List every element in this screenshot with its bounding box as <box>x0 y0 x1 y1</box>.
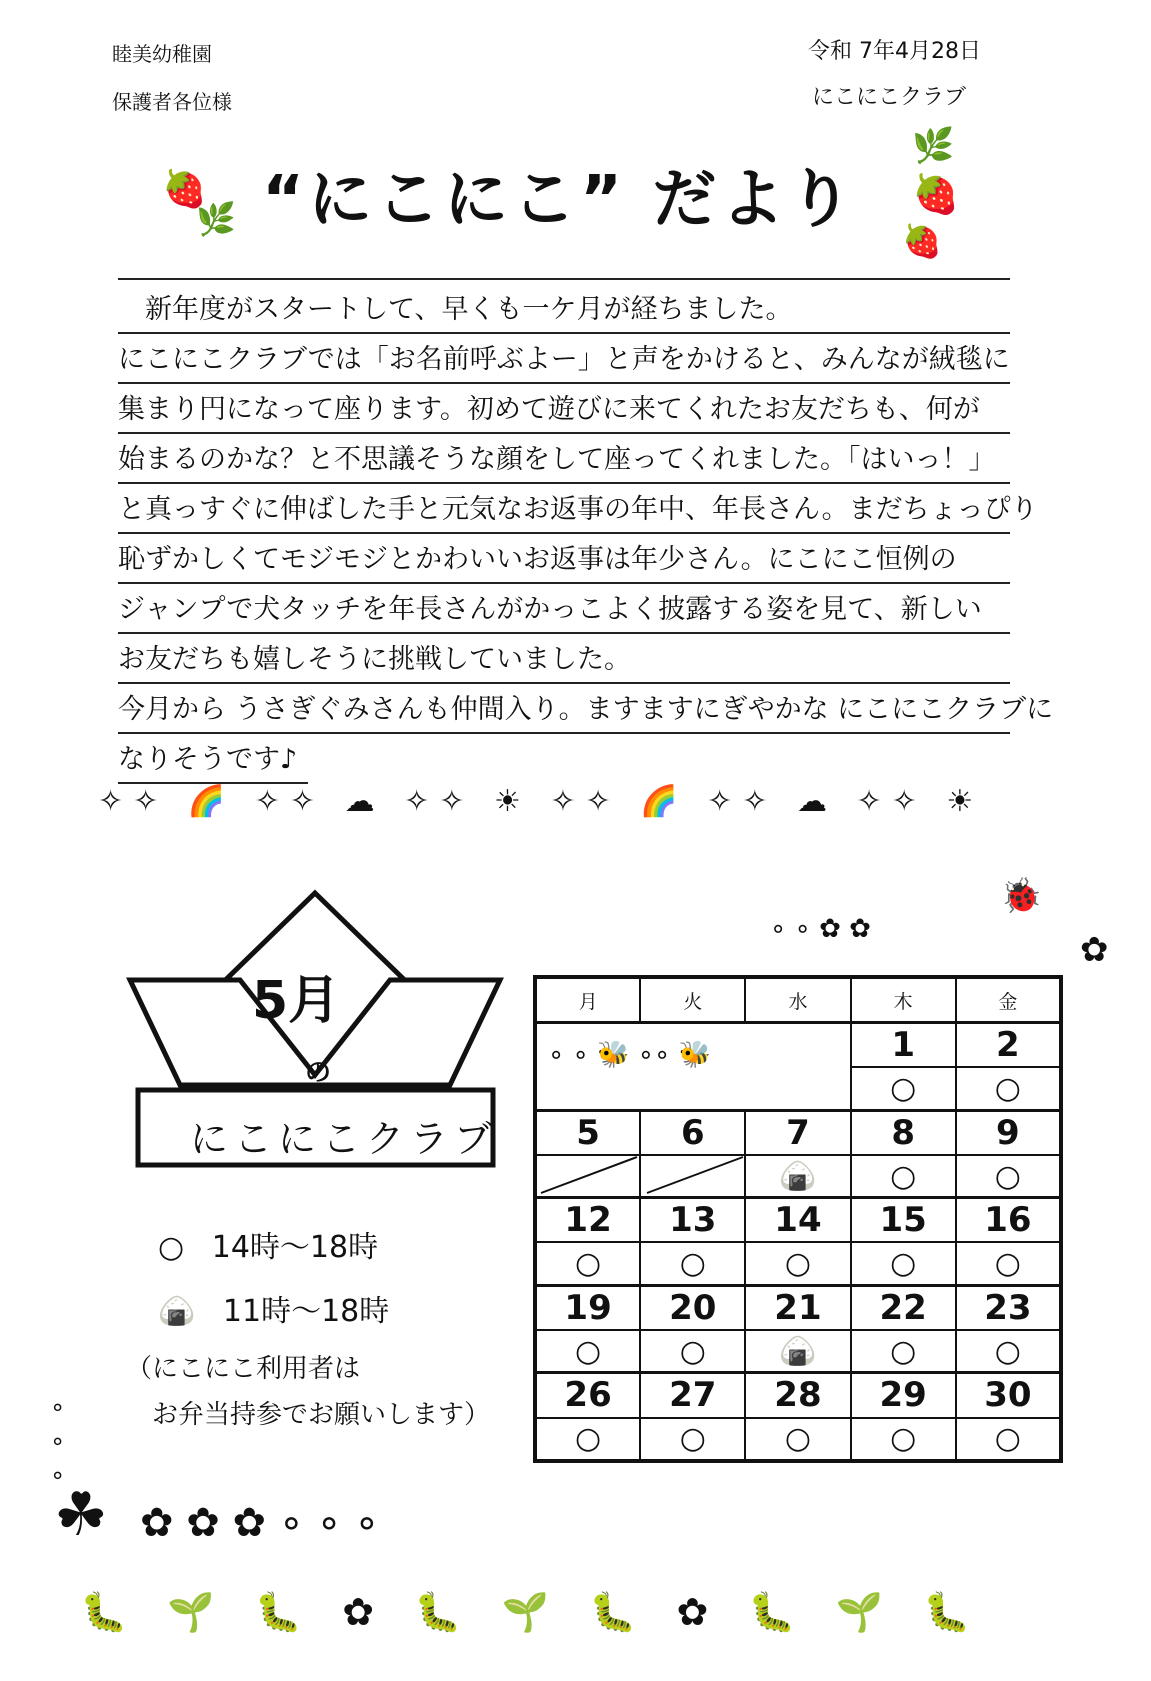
sparkle-icon: ✧ <box>891 784 927 819</box>
body-line: 始まるのかな？と不思議そうな顔をして座ってくれました。「はいっ！」 <box>118 432 1010 484</box>
calendar-day-mark: ○ <box>640 1242 745 1285</box>
circle-icon: ○ <box>158 1230 185 1265</box>
calendar-day-mark: ○ <box>745 1418 850 1461</box>
body-line: なりそうです♪ <box>118 732 308 784</box>
sparkle-icon: ✧ <box>439 784 475 819</box>
calendar-day-number: 15 <box>851 1198 956 1243</box>
flower-icon: ✿ <box>1080 930 1109 970</box>
sprout-icon: 🌱 <box>835 1590 898 1634</box>
calendar-day-mark: ○ <box>535 1242 640 1285</box>
sparkle-icon: ✧ <box>742 784 778 819</box>
calendar-day-number: 23 <box>956 1285 1061 1330</box>
calendar-day-mark: 🍙 <box>745 1330 850 1373</box>
cloud-icon: ☁ <box>796 784 837 819</box>
calendar-day-number: 5 <box>535 1110 640 1155</box>
sparkle-icon: ✧ <box>98 784 134 819</box>
flower-icon: ✿ ✿ ✿ ∘ ∘ ∘ <box>140 1500 380 1546</box>
strawberry-icon: 🍓 <box>162 169 207 210</box>
clover-icon: ☘ <box>54 1480 108 1550</box>
calendar-day-mark: ○ <box>535 1418 640 1461</box>
lunch-note: （にこにこ利用者は お弁当持参でお願いします） <box>126 1354 491 1430</box>
calendar-day-number: 27 <box>640 1373 745 1418</box>
sparkle-icon: ✧ <box>404 784 440 819</box>
bottom-decor-row <box>80 1590 985 1635</box>
calendar-day-number: 19 <box>535 1285 640 1330</box>
calendar-day-mark: ○ <box>956 1242 1061 1285</box>
rainbow-icon: 🌈 <box>187 784 236 819</box>
month-particle: の <box>305 1058 332 1088</box>
calendar-day-mark: ○ <box>851 1330 956 1373</box>
calendar-day-number: 9 <box>956 1110 1061 1155</box>
sprout-icon: 🌱 <box>167 1590 229 1634</box>
school-name: 睦美幼稚園 <box>112 42 212 66</box>
rainbow-icon: 🌈 <box>640 784 688 819</box>
newsletter-title: “にこにこ” だより <box>262 163 857 237</box>
body-line: 新年度がスタートして、早くも一ケ月が経ちました。 <box>118 282 1010 334</box>
weekday-header: 火 <box>640 977 745 1023</box>
calendar-day-number: 14 <box>745 1198 850 1243</box>
caterpillar-icon: 🐛 <box>80 1590 142 1634</box>
calendar-day-mark: ○ <box>851 1155 956 1198</box>
leaf-icon: 🌿 <box>196 200 236 238</box>
caterpillar-icon: 🐛 <box>254 1590 317 1634</box>
caterpillar-icon: 🐛 <box>589 1590 651 1634</box>
recipients: 保護者各位様 <box>112 90 232 114</box>
sparkle-icon: ✧ <box>133 784 169 819</box>
weekday-header: 月 <box>535 977 640 1023</box>
sparkle-icon: ✧ <box>707 784 743 819</box>
calendar-day-mark: ○ <box>956 1418 1061 1461</box>
top-rule <box>118 278 1010 280</box>
sun-icon: ☀ <box>493 784 531 819</box>
flower-icon: ✿ <box>676 1590 723 1634</box>
badge-club-name: にこにこクラブ <box>190 1117 499 1161</box>
calendar-day-number: 7 <box>745 1110 850 1155</box>
calendar-day-mark: ○ <box>956 1330 1061 1373</box>
calendar-day-mark <box>640 1067 745 1110</box>
caterpillar-icon: 🐛 <box>414 1590 476 1634</box>
calendar-day-mark: ○ <box>851 1418 956 1461</box>
weekday-header: 木 <box>851 977 956 1023</box>
body-line: と真っすぐに伸ばした手と元気なお返事の年中、年長さん。まだちょっぴり <box>118 482 1010 534</box>
calendar-day-number: 8 <box>851 1110 956 1155</box>
body-line: 恥ずかしくてモジモジとかわいいお返事は年少さん。にこにこ恒例の <box>118 532 1010 584</box>
calendar-day-mark <box>535 1067 640 1110</box>
calendar-day-number: 29 <box>851 1373 956 1418</box>
calendar-day-mark: ○ <box>851 1067 956 1110</box>
calendar-day-number: 30 <box>956 1373 1061 1418</box>
ladybug-icon: 🐞 <box>1000 876 1043 916</box>
decor-divider <box>98 784 983 819</box>
calendar-day-mark: ○ <box>851 1242 956 1285</box>
sun-icon: ☀ <box>946 784 984 819</box>
closed-day-slashes <box>537 1153 747 1197</box>
calendar-day-number: 13 <box>640 1198 745 1243</box>
calendar-day-number: 28 <box>745 1373 850 1418</box>
calendar-day-number: 2 <box>956 1023 1061 1068</box>
sparkle-icon: ✧ <box>254 784 290 819</box>
leaf-icon: 🌿 <box>912 126 955 166</box>
cloud-icon: ☁ <box>344 784 385 819</box>
calendar-day-number: 22 <box>851 1285 956 1330</box>
sparkle-icon: ✧ <box>550 784 586 819</box>
calendar-day-number: 1 <box>851 1023 956 1068</box>
legend-item: ○ 14時～18時 <box>158 1230 379 1265</box>
weekday-header: 水 <box>745 977 850 1023</box>
club-name: にこにこクラブ <box>812 85 967 110</box>
body-line: ジャンプで犬タッチを年長さんがかっこよく披露する姿を見て、新しい <box>118 582 1010 634</box>
calendar-day-mark: ○ <box>956 1155 1061 1198</box>
body-line: 今月から うさぎぐみさんも仲間入り。ますますにぎやかな にこにこクラブに <box>118 682 1010 734</box>
body-line: にこにこクラブでは「お名前呼ぶよー」と声をかけると、みんなが絨毯に <box>118 332 1010 384</box>
sparkle-icon: ✧ <box>289 784 326 819</box>
legend-item: 🍙 11時～18時 <box>158 1294 390 1329</box>
calendar-day-number <box>745 1023 850 1068</box>
calendar-day-number: 12 <box>535 1198 640 1243</box>
calendar-day-mark: 🍙 <box>745 1155 850 1198</box>
calendar-day-number: 6 <box>640 1110 745 1155</box>
strawberry-icon: 🍓 <box>912 172 960 216</box>
calendar-day-mark: ○ <box>745 1242 850 1285</box>
sparkle-icon: ✧ <box>585 784 621 819</box>
caterpillar-icon: 🐛 <box>923 1590 985 1634</box>
month-label: 5月 <box>252 971 341 1031</box>
issue-date: 令和 7年4月28日 <box>808 39 981 64</box>
calendar-day-number: 26 <box>535 1373 640 1418</box>
rice-ball-icon: 🍙 <box>158 1294 196 1329</box>
calendar-day-number: 20 <box>640 1285 745 1330</box>
caterpillar-icon: 🐛 <box>748 1590 810 1634</box>
strawberry-icon: 🍓 <box>902 222 942 260</box>
calendar-day-mark: ○ <box>640 1330 745 1373</box>
flower-icon: ✿ <box>342 1590 389 1634</box>
calendar-day-number: 21 <box>745 1285 850 1330</box>
bubble-icon: ∘ ∘ ∘ <box>50 1393 66 1489</box>
calendar-day-mark <box>745 1067 850 1110</box>
calendar-day-mark: ○ <box>640 1418 745 1461</box>
weekday-header: 金 <box>956 977 1061 1023</box>
sprout-icon: 🌱 <box>501 1590 563 1634</box>
calendar-day-mark: ○ <box>535 1330 640 1373</box>
bee-icon: ∘ ∘ 🐝 ∘∘ 🐝 <box>548 1040 711 1070</box>
body-line: 集まり円になって座ります。初めて遊びに来てくれたお友だちも、何が <box>118 382 1010 434</box>
sparkle-icon: ✧ <box>856 784 892 819</box>
body-line: お友だちも嬉しそうに挑戦していました。 <box>118 632 1010 684</box>
calendar-day-number: 16 <box>956 1198 1061 1243</box>
flower-icon: ∘ ∘ ✿ ✿ <box>770 914 871 944</box>
calendar-day-mark: ○ <box>956 1067 1061 1110</box>
